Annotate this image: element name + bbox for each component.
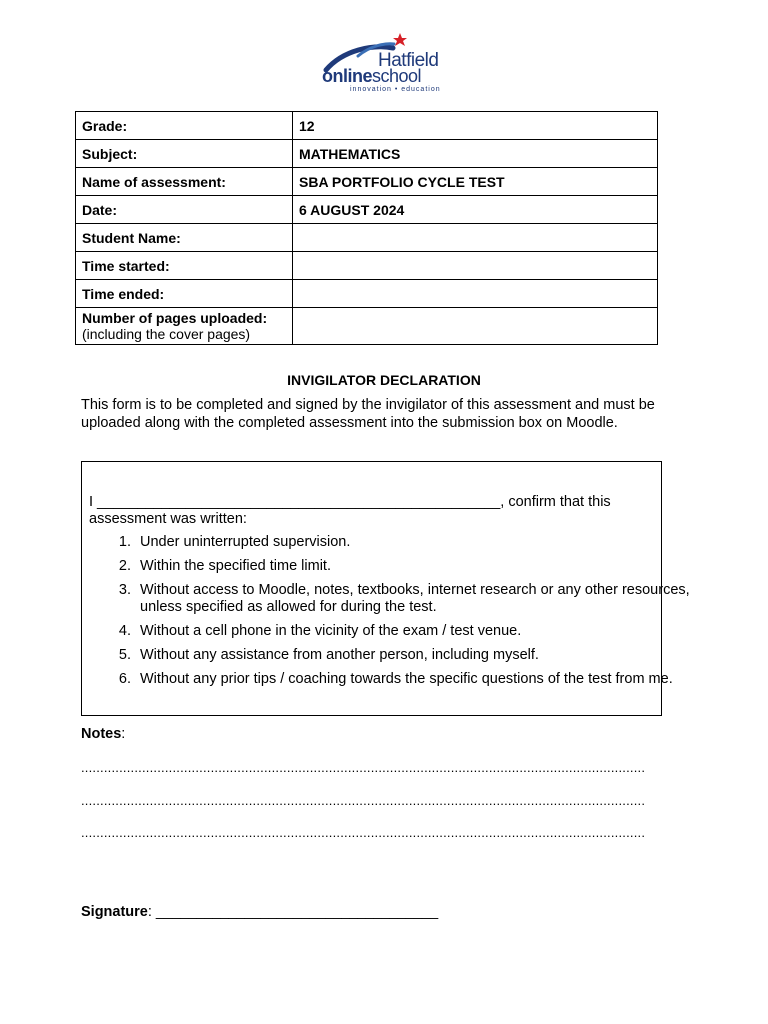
grade-value: 12 [293, 112, 658, 140]
assessment-info-table [75, 111, 658, 345]
assessment-name-value: SBA PORTFOLIO CYCLE TEST [293, 168, 658, 196]
logo-tagline: innovation • education [350, 86, 441, 93]
pages-uploaded-sublabel: (including the cover pages) [82, 326, 251, 342]
date-value: 6 AUGUST 2024 [293, 196, 658, 224]
logo-onlineschool-text: onlineschool [322, 66, 422, 86]
declaration-instructions: This form is to be completed and signed by the invigilator of this assessment and must be uploaded along with the completed assessment into the submission box on Moodle. [81, 397, 655, 431]
declaration-box [81, 461, 690, 716]
pages-uploaded-label [76, 308, 293, 345]
list-item: 3. Without access to Moodle, notes, textbooks, internet research or any other resources, unless specified as allowed for during the test. [135, 582, 695, 616]
subject-label: Subject: [76, 140, 293, 168]
pages-uploaded-label-text: Number of pages uploaded: [82, 310, 268, 326]
date-label: Date: [76, 196, 293, 224]
time-started-field[interactable] [293, 252, 658, 280]
list-item: 4. Without a cell phone in the vicinity of the exam / test venue. [135, 623, 695, 640]
notes-line-1[interactable]: .................................................................................................................................................... [81, 760, 646, 775]
list-item: 6. Without any prior tips / coaching towards the specific questions of the test from me. [135, 671, 695, 688]
table-row [76, 308, 658, 345]
time-started-label: Time started: [76, 252, 293, 280]
time-ended-field[interactable] [293, 280, 658, 308]
list-item: 5. Without any assistance from another person, including myself. [135, 647, 695, 664]
notes-line-2[interactable]: .................................................................................................................................................... [81, 793, 646, 808]
table-row [76, 168, 658, 196]
school-logo [318, 30, 450, 96]
grade-label: Grade: [76, 112, 293, 140]
table-row [76, 140, 658, 168]
assessment-name-label: Name of assessment: [76, 168, 293, 196]
list-item: 2. Within the specified time limit. [135, 558, 695, 575]
signature-field[interactable]: Signature: ___________________________________ [81, 904, 439, 920]
pages-uploaded-field[interactable] [293, 308, 658, 345]
logo-hatfield-text: Hatfield [378, 50, 439, 71]
table-row [76, 252, 658, 280]
table-row [76, 280, 658, 308]
time-ended-label: Time ended: [76, 280, 293, 308]
notes-line-3[interactable]: .................................................................................................................................................... [81, 825, 646, 840]
conditions-list [88, 534, 695, 695]
declaration-title: INVIGILATOR DECLARATION [287, 372, 481, 388]
subject-value: MATHEMATICS [293, 140, 658, 168]
notes-label: Notes: [81, 726, 126, 742]
confirm-statement: I __________________________________________________, confirm that this assessment was written: [89, 494, 611, 527]
signature-line: ___________________________________ [151, 904, 439, 920]
signature-label: Signature [81, 904, 148, 920]
table-row [76, 224, 658, 252]
table-row [76, 196, 658, 224]
list-item: 1. Under uninterrupted supervision. [135, 534, 695, 551]
student-name-label: Student Name: [76, 224, 293, 252]
student-name-field[interactable] [293, 224, 658, 252]
table-row [76, 112, 658, 140]
